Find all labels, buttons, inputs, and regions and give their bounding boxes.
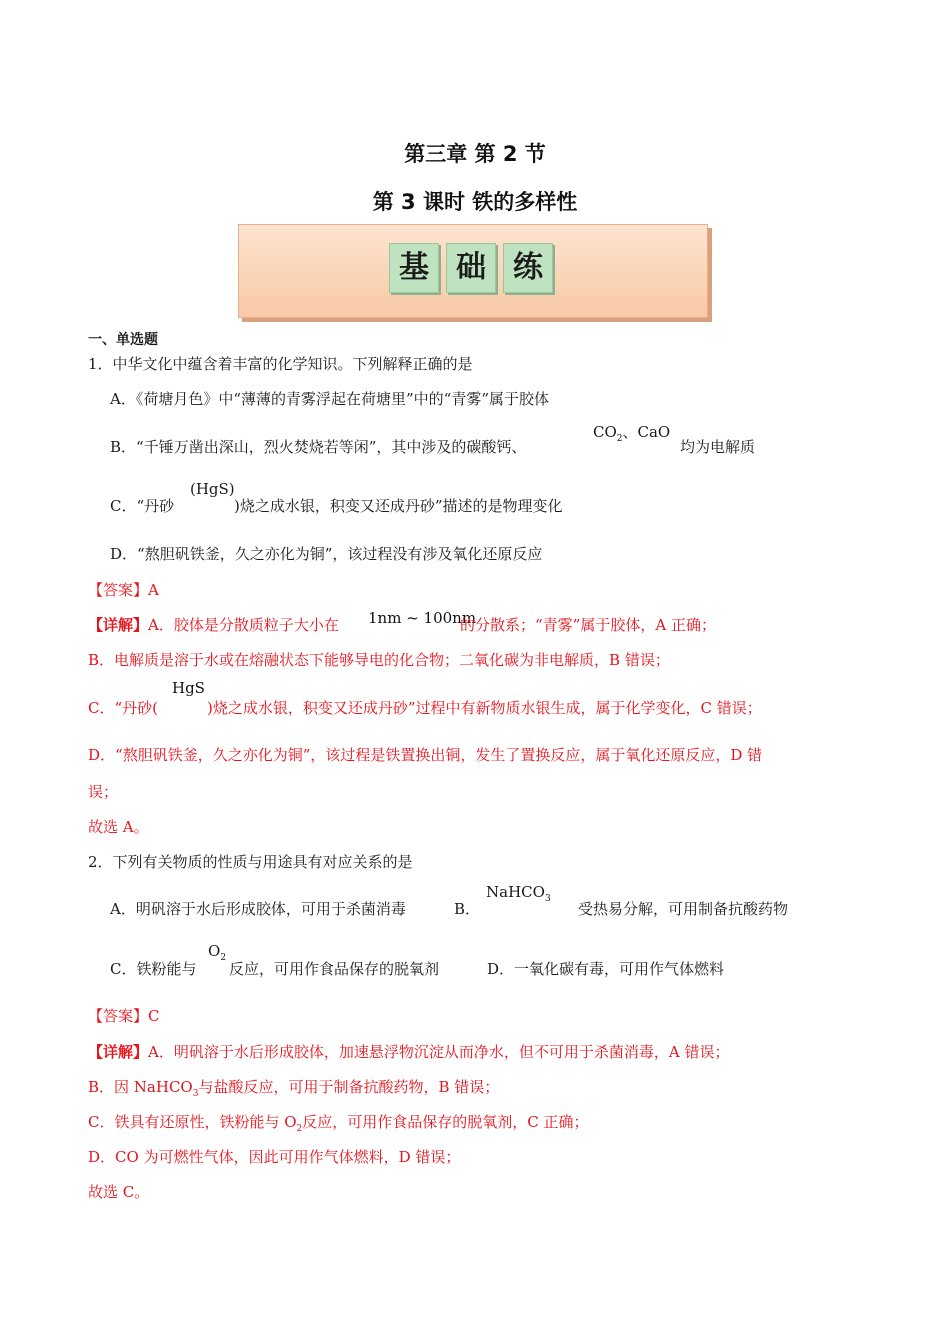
q1-option-c-formula: (HgS): [190, 480, 235, 498]
lesson-title: 第 3 课时 铁的多样性: [372, 190, 578, 214]
q1-detail-c: C．“丹砂(: [88, 699, 158, 717]
q2-option-c-formula: $O_2$: [208, 942, 227, 963]
q1-option-d: D．“熬胆矾铁釜，久之亦化为铜”，该过程没有涉及氧化还原反应: [110, 545, 543, 563]
q1-option-c-tail: )烧之成水银，积变又还成丹砂”描述的是物理变化: [234, 497, 563, 515]
q2-option-c: C．铁粉能与: [110, 960, 197, 978]
q2-detail-c: C．铁具有还原性，铁粉能与 $O_2$反应，可用作食品保存的脱氧剂，C 正确；: [88, 1113, 589, 1134]
banner-char-3: 练: [503, 243, 553, 293]
q1-detail-d-line1: D．“熬胆矾铁釜，久之亦化为铜”，该过程是铁置换出铜，发生了置换反应，属于氧化还原反应，D 错: [88, 746, 763, 764]
banner-char-1: 基: [389, 243, 439, 293]
q1-detail-c-formula: HgS: [172, 679, 205, 697]
q1-option-c: C．“丹砂: [110, 497, 175, 515]
q2-option-b: B．: [454, 900, 481, 918]
q1-detail-c-tail: )烧之成水银，积变又还成丹砂”过程中有新物质水银生成，属于化学变化，C 错误；: [207, 699, 762, 717]
q1-stem: 1．中华文化中蕴含着丰富的化学知识。下列解释正确的是: [88, 355, 473, 373]
q1-detail-a: 【详解】A．胶体是分散质粒子大小在: [88, 616, 339, 634]
q1-detail-a-tail: 的分散系；“青雾”属于胶体，A 正确；: [460, 616, 716, 634]
q2-option-b-formula: NaHCO$_3$: [486, 883, 551, 904]
chapter-title: 第三章 第 2 节: [404, 142, 546, 166]
practice-banner: [238, 224, 708, 318]
q2-option-a: A．明矾溶于水后形成胶体，可用于杀菌消毒: [110, 900, 406, 918]
q2-option-c-tail: 反应，可用作食品保存的脱氧剂: [229, 960, 440, 978]
q1-detail-b: B．电解质是溶于水或在熔融状态下能够导电的化合物；二氧化碳为非电解质，B 错误；: [88, 651, 670, 669]
q2-detail-a: 【详解】A．明矾溶于水后形成胶体，加速悬浮物沉淀从而净水，但不可用于杀菌消毒，A 错误；: [88, 1043, 730, 1061]
q2-stem: 2．下列有关物质的性质与用途具有对应关系的是: [88, 853, 413, 871]
section-heading: 一、单选题: [88, 332, 158, 348]
q1-answer: 【答案】A: [88, 581, 159, 599]
q2-detail-b: B．因 NaHCO$_3$与盐酸反应，可用于制备抗酸药物，B 错误；: [88, 1078, 500, 1099]
q1-detail-d-line2: 误；: [88, 783, 119, 801]
q1-conclusion: 故选 A。: [88, 818, 149, 836]
q2-option-b-tail: 受热易分解，可用制备抗酸药物: [578, 900, 789, 918]
q1-option-a: A．《荷塘月色》中“薄薄的青雾浮起在荷塘里”中的“青雾”属于胶体: [110, 390, 550, 408]
q1-option-b: B．“千锤万凿出深山，烈火焚烧若等闲”，其中涉及的碳酸钙、: [110, 438, 527, 456]
q1-option-b-tail: 均为电解质: [680, 438, 756, 456]
q2-answer: 【答案】C: [88, 1007, 160, 1025]
q2-conclusion: 故选 C。: [88, 1183, 150, 1201]
q2-option-d: D．一氧化碳有毒，可用作气体燃料: [487, 960, 725, 978]
q2-detail-d: D．CO 为可燃性气体，因此可用作气体燃料，D 错误；: [88, 1148, 461, 1166]
q1-detail-a-formula: 1nm ~ 100nm: [368, 609, 477, 627]
banner-char-2: 础: [446, 243, 496, 293]
q1-option-b-formula: $CO_2$、CaO: [593, 423, 671, 444]
